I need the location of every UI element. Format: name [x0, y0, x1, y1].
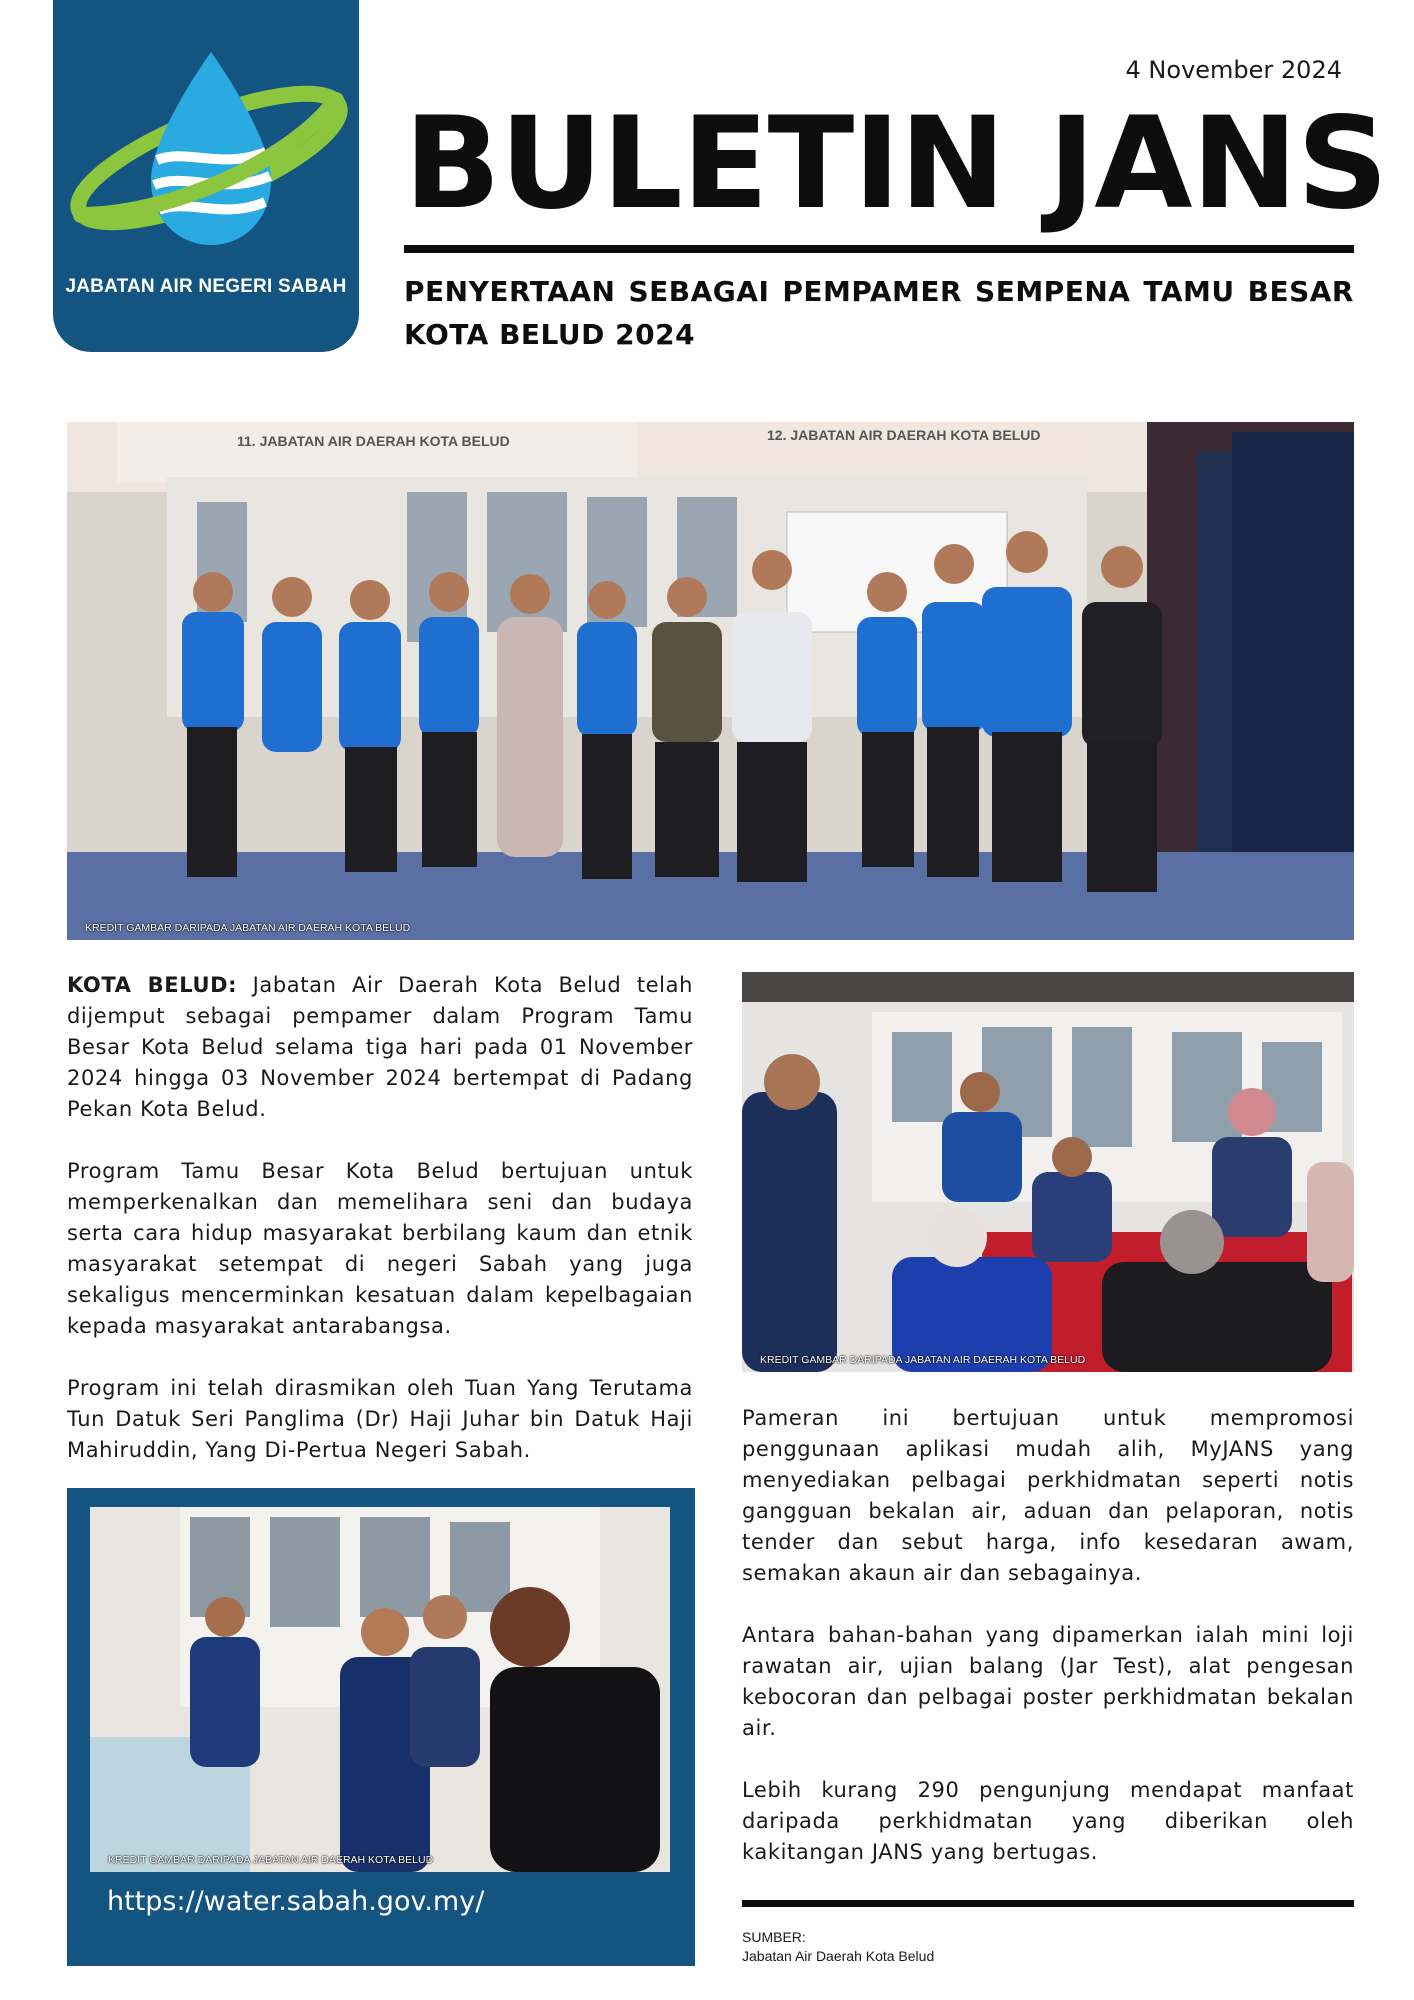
photo-credit: KREDIT GAMBAR DARIPADA JABATAN AIR DAERAH KOTA BELUD: [85, 922, 411, 934]
booth-staff-photo: [90, 1507, 670, 1872]
booth-sign-right: 12. JABATAN AIR DAERAH KOTA BELUD: [767, 427, 1041, 443]
website-link[interactable]: https://water.sabah.gov.my/: [107, 1886, 485, 1917]
article-headline: PENYERTAAN SEBAGAI PEMPAMER SEMPENA TAMU BESAR KOTA BELUD 2024: [404, 275, 1354, 351]
logo-block: [53, 0, 359, 352]
bulletin-date: 4 November 2024: [1125, 56, 1342, 84]
article-paragraph: Lebih kurang 290 pengunjung mendapat manfaat daripada perkhidmatan yang diberikan oleh kakitangan JANS yang bertugas.: [742, 1778, 1354, 1864]
lead-dateline: KOTA BELUD:: [67, 973, 238, 997]
article-column-left: [67, 970, 693, 1497]
article-paragraph-lead: [67, 970, 693, 1125]
photo-credit: KREDIT GAMBAR DARIPADA JABATAN AIR DAERAH KOTA BELUD: [108, 1854, 434, 1866]
lead-text: Jabatan Air Daerah Kota Belud telah dijemput sebagai pempamer dalam Program Tamu Besar Kota Belud selama tiga hari pada 01 November 2024 hingga 03 November 2024 bertempat di Padang Pekan Kota Belud.: [67, 973, 693, 1121]
visitors-photo: [742, 972, 1354, 1372]
source-divider: [742, 1900, 1354, 1907]
article-paragraph: Program Tamu Besar Kota Belud bertujuan untuk memperkenalkan dan memelihara seni dan budaya serta cara hidup masyarakat berbilang kaum dan etnik masyarakat setempat di negeri Sabah yang juga sekaligus mencerminkan kesatuan dalam kepelbagaian kepada masyarakat antarabangsa.: [67, 1159, 693, 1338]
booth-sign-left: 11. JABATAN AIR DAERAH KOTA BELUD: [237, 433, 510, 449]
bulletin-title: BULETIN JANS: [404, 89, 1388, 237]
source-label: SUMBER:: [742, 1929, 806, 1945]
source-note: [742, 1928, 934, 1966]
photo-credit: KREDIT GAMBAR DARIPADA JABATAN AIR DAERAH KOTA BELUD: [760, 1354, 1086, 1366]
organisation-name: JABATAN AIR NEGERI SABAH: [65, 276, 347, 297]
main-group-photo: [67, 422, 1354, 940]
article-paragraph: Pameran ini bertujuan untuk mempromosi penggunaan aplikasi mudah alih, MyJANS yang menyediakan pelbagai perkhidmatan seperti notis gangguan bekalan air, aduan dan pelaporan, notis tender dan sebut harga, info kesedaran awam, semakan akaun air dan sebagainya.: [742, 1406, 1354, 1585]
article-paragraph: Antara bahan-bahan yang dipamerkan ialah mini loji rawatan air, ujian balang (Jar Test), alat pengesan kebocoran dan pelbagai poster perkhidmatan bekalan air.: [742, 1623, 1354, 1740]
article-paragraph: Program ini telah dirasmikan oleh Tuan Yang Terutama Tun Datuk Seri Panglima (Dr) Haji Juhar bin Datuk Haji Mahiruddin, Yang Di-Pertua Negeri Sabah.: [67, 1376, 693, 1462]
article-column-right: [742, 1403, 1354, 1899]
source-value: Jabatan Air Daerah Kota Belud: [742, 1948, 935, 1964]
water-drop-logo-icon: [61, 40, 351, 270]
header-divider: [404, 245, 1354, 253]
